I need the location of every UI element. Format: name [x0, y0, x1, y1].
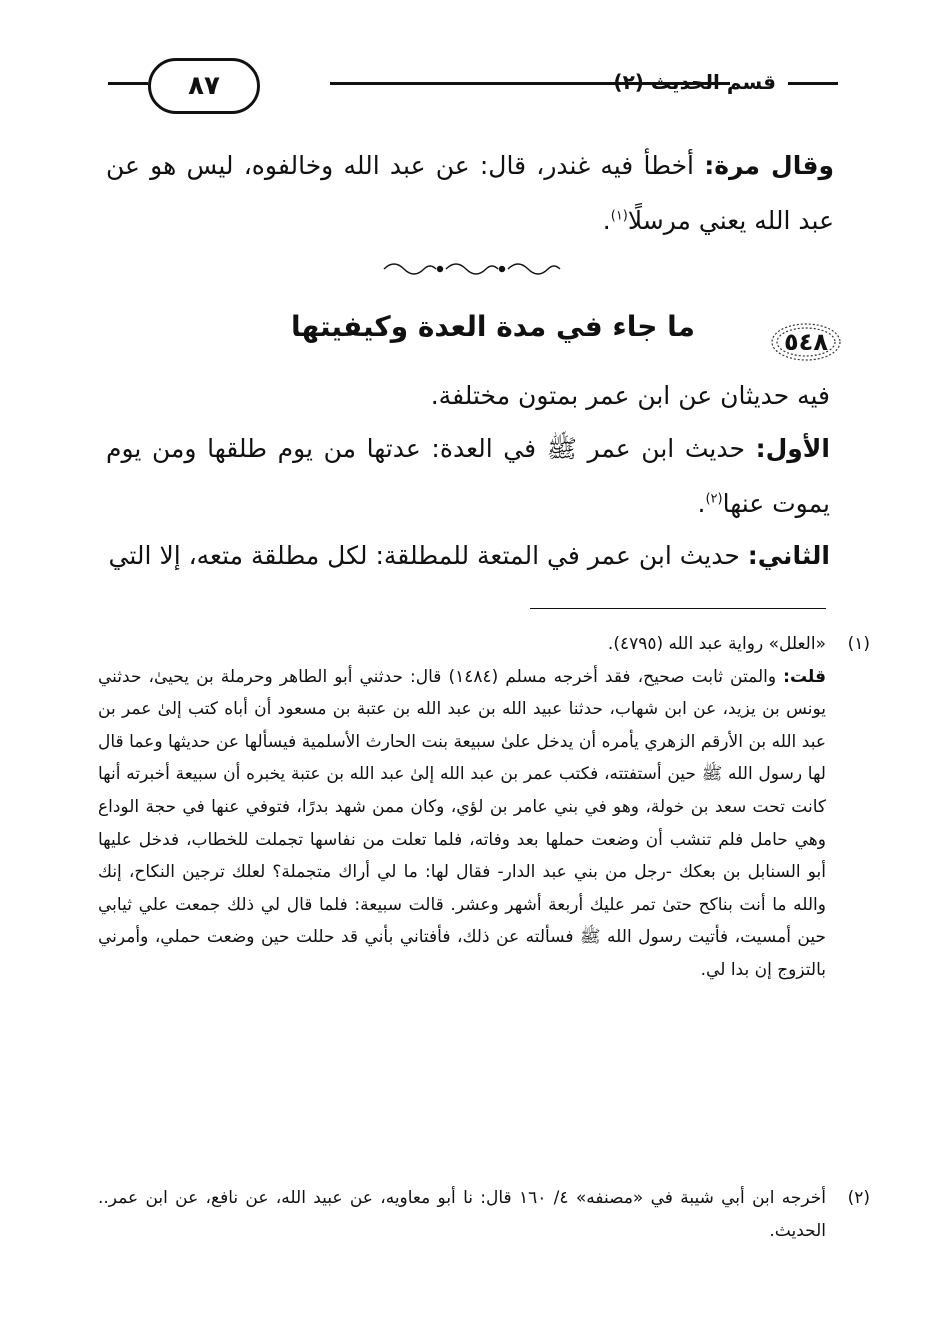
footnote-1-source: «العلل» رواية عبد الله (٤٧٩٥).	[607, 634, 826, 654]
second-text: حديث ابن عمر في المتعة للمطلقة: لكل مطلقة متعه، إلا التي	[108, 541, 740, 570]
intro-text: أخطأ فيه غندر، قال: عن عبد الله وخالفوه، ليس هو عن عبد الله يعني مرسلًا	[106, 151, 834, 235]
footnote-ref-2[interactable]: (٢)	[705, 491, 723, 507]
footnote-1-number: (١)	[847, 634, 870, 654]
intro-paragraph	[106, 138, 834, 248]
footnote-2-number: (٢)	[847, 1188, 870, 1208]
page-number: ٨٧	[188, 71, 220, 101]
first-label: الأول:	[755, 434, 830, 463]
footnote-1	[98, 628, 870, 987]
header-rule-right	[788, 82, 838, 85]
footnote-1-text: والمتن ثابت صحيح، فقد أخرجه مسلم (١٤٨٤) قال: حدثني أبو الطاهر وحرملة بن يحيىٰ، حدثني يونس بن يزيد، عن ابن شهاب، حدثنا عبيد الله بن عبد الله بن عتبة بن مسعود أن أباه كتب إلىٰ عمر بن عبد الله بن الأرقم الزهري يأمره أن يدخل علىٰ سبيعة بنت الحارث الأسلمية فيسألها عن حديثها وعما قال لها رسول الله ﷺ حين أستفتته، فكتب عمر بن عبد الله إلىٰ عبد الله بن عتبة يخبره أن سبيعة أخبرته أنها كانت تحت سعد بن خولة، وهو في بني عامر بن لؤي، وكان ممن شهد بدرًا، فتوفي عنها في حجة الوداع وهي حامل فلم تنشب أن وضعت حملها بعد وفاته، فلما تعلت من نفاسها تجملت للخطاب، فدخل عليها أبو السنابل بن بعكك -رجل من بني عبد الدار- فقال لها: ما لي أراك متجملة؟ لعلك ترجين النكاح، إنك والله ما أنت بناكح حتىٰ تمر عليك أربعة أشهر وعشر. قالت سبيعة: فلما قال لي ذلك جمعت علي ثيابي حين أمسيت، فأتيت رسول الله ﷺ فسألته عن ذلك، فأفتاني بأني قد حللت حين وضعت حملي، وأمرني بالتزوج إن بدا لي.	[98, 666, 826, 980]
intro-lead: وقال مرة:	[704, 151, 835, 180]
second-hadith-paragraph	[106, 528, 830, 583]
section-summary: فيه حديثان عن ابن عمر بمتون مختلفة.	[430, 381, 830, 410]
first-text: حديث ابن عمر ﷺ في العدة: عدتها من يوم طلقها ومن يوم يموت عنها	[106, 434, 830, 518]
second-label: الثاني:	[747, 541, 830, 570]
footnote-1-lead: قلت:	[783, 666, 827, 687]
section-number-badge	[770, 322, 842, 362]
first-end: .	[697, 489, 706, 518]
footnote-2-text: أخرجه ابن أبي شيبة في «مصنفه» ٤/ ١٦٠ قال: نا أبو معاويه، عن عبيد الله، عن نافع، عن ابن عمر.. الحديث.	[98, 1188, 826, 1241]
footnote-2	[98, 1182, 870, 1247]
section-number: ٥٤٨	[784, 328, 828, 356]
page-header	[98, 58, 838, 114]
footnote-ref-1[interactable]: (١)	[610, 208, 628, 224]
intro-end: .	[602, 206, 611, 235]
header-rule-left	[108, 82, 148, 85]
ornament-divider	[380, 257, 570, 281]
first-hadith-paragraph	[106, 421, 830, 531]
running-title: قسم الحديث (٢)	[613, 70, 776, 94]
page-number-badge	[148, 58, 260, 114]
footnote-1-body	[98, 661, 826, 987]
section-title: ما جاء في مدة العدة وكيفيتها	[290, 310, 696, 343]
footnote-separator	[530, 608, 826, 609]
